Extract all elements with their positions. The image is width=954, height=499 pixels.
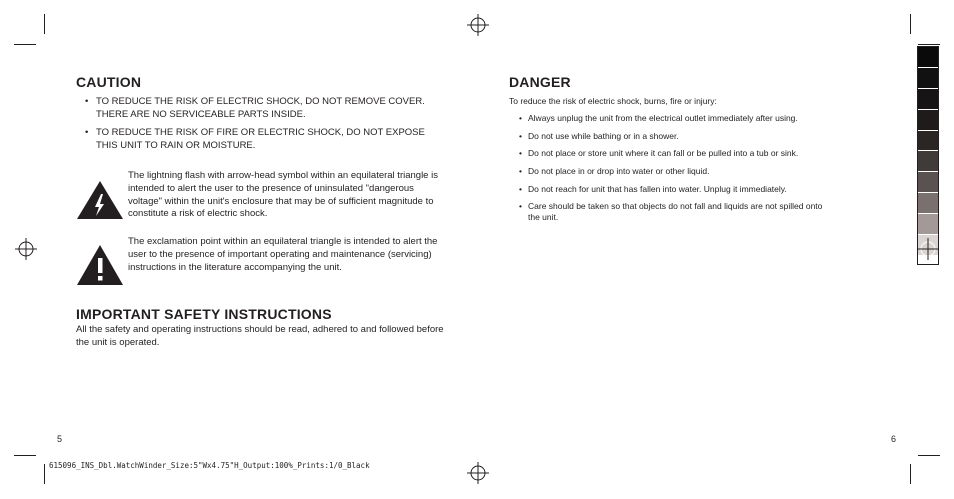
exclamation-warning-icon [76,244,124,286]
list-item: • TO REDUCE THE RISK OF ELECTRIC SHOCK, DO NOT REMOVE COVER. THERE ARE NO SERVICEABLE PARTS INSIDE. [85,96,425,120]
caution-heading: CAUTION [76,74,142,90]
list-item: • TO REDUCE THE RISK OF FIRE OR ELECTRIC SHOCK, DO NOT EXPOSE THIS UNIT TO RAIN OR MOISTURE. [85,127,425,151]
lightning-warning-icon [76,180,124,220]
crop-mark [910,14,911,34]
safety-heading: IMPORTANT SAFETY INSTRUCTIONS [76,306,332,322]
color-swatch [918,47,938,68]
color-swatch-bar [917,46,939,265]
color-swatch [918,68,938,89]
crop-mark [14,455,36,456]
list-item: • Care should be taken so that objects do not fall and liquids are not spilled onto the unit. [519,201,823,223]
list-item: • Do not place or store unit where it can fall or be pulled into a tub or sink. [519,148,799,159]
page-number-left: 5 [57,434,63,444]
safety-text: All the safety and operating instructions should be read, adhered to and followed before the unit is operated. [76,324,444,348]
danger-section [509,74,869,230]
danger-list [509,113,869,223]
page-number-right: 6 [891,434,897,444]
color-swatch [918,214,938,235]
crop-mark [918,44,940,45]
color-swatch [918,193,938,214]
print-slug: 615096_INS_Dbl.WatchWinder_Size:5"Wx4.75"H_Output:100%_Prints:1/0_Black [49,461,370,470]
lightning-symbol-row [76,170,446,222]
list-item: • Do not use while bathing or in a shower. [519,130,679,141]
crop-mark [14,44,36,45]
exclamation-description: The exclamation point within an equilateral triangle is intended to alert the user to the presence of important operating and maintenance (servicing) instructions in the literature accompanying the unit. [128,236,438,273]
list-item: • Do not place in or drop into water or other liquid. [519,166,710,177]
registration-mark-icon [467,462,489,484]
crop-mark [44,464,45,484]
crop-mark [910,464,911,484]
list-item: • Always unplug the unit from the electrical outlet immediately after using. [519,113,798,123]
caution-section [76,74,446,158]
danger-intro: To reduce the risk of electric shock, burns, fire or injury: [509,96,717,106]
caution-list [76,96,446,152]
safety-section [76,306,446,349]
lightning-description: The lightning flash with arrow-head symbol within an equilateral triangle is intended to alert the user to the presence of uninsulated "dangerous voltage" within the unit's enclosure that may be of sufficient magnitude to constitute a risk of electric shock. [128,170,438,220]
color-swatch [918,131,938,152]
list-item: • Do not reach for unit that has fallen into water. Unplug it immediately. [519,183,787,194]
crop-mark [918,455,940,456]
exclamation-symbol-row [76,236,446,288]
danger-heading: DANGER [509,74,571,90]
registration-mark-icon [15,238,37,260]
color-swatch [918,151,938,172]
color-swatch [918,110,938,131]
registration-mark-icon [467,14,489,36]
registration-mark-icon [917,238,939,260]
color-swatch [918,89,938,110]
crop-mark [44,14,45,34]
color-swatch [918,172,938,193]
